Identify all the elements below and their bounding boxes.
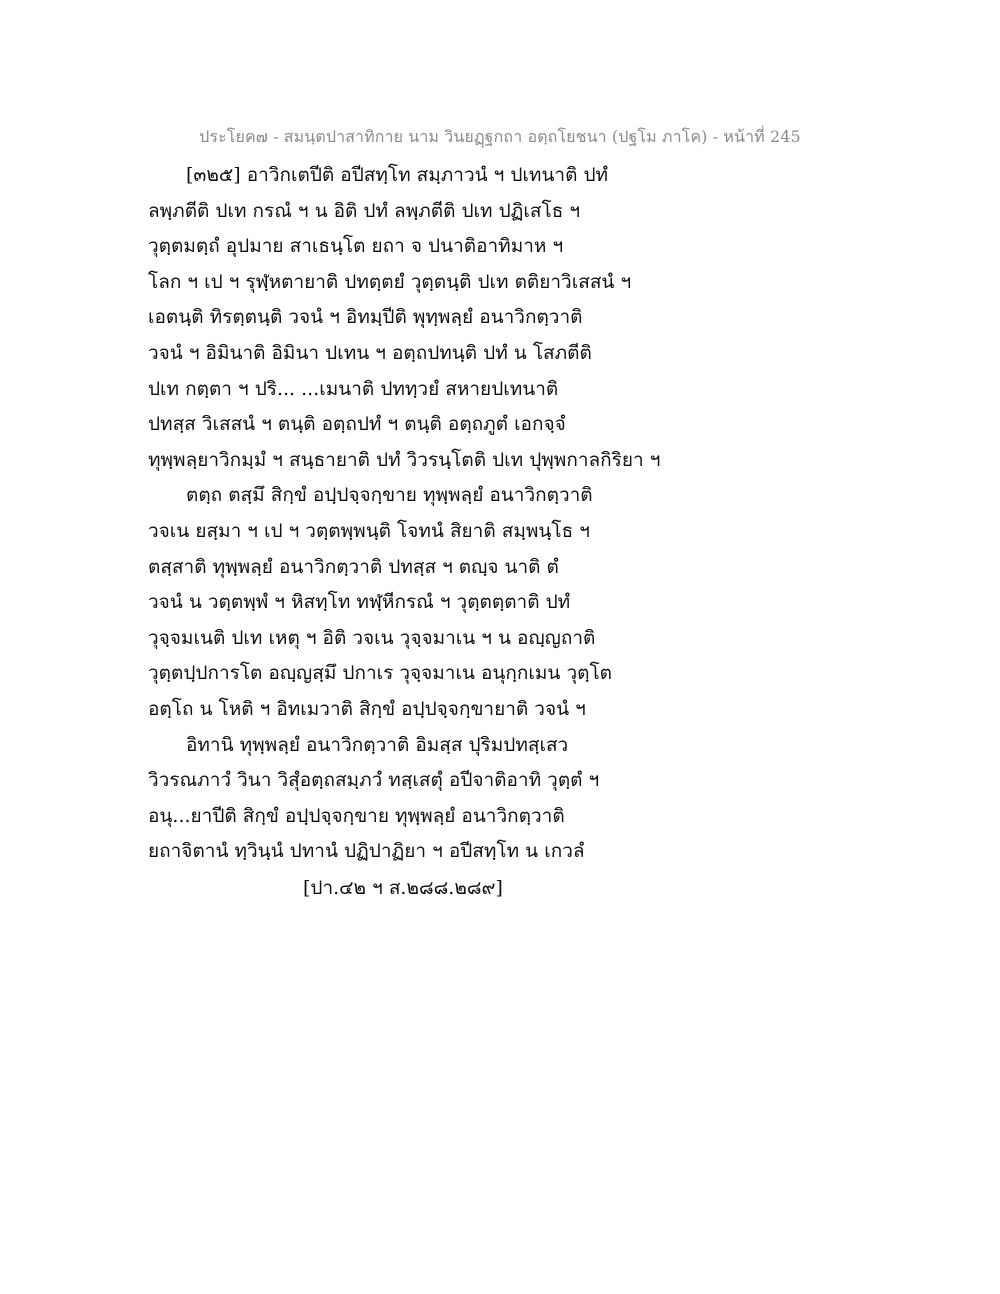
text-line: ตตฺถ ตสฺมึ สิกฺขํ อปฺปจฺจกฺขาย ทุพฺพลฺยํ อนาวิกตฺวาติ xyxy=(186,484,593,507)
text-line: ปทสฺส วิเสสนํ ฯ ตนฺติ อตฺถปทํ ฯ ตนฺติ อตฺถภูตํ เอกจฺจํ xyxy=(148,413,566,436)
text-line: โลก ฯ เป ฯ รุฬฺหตายาติ ปทตฺตยํ วุตฺตนฺติ ปเท ตติยาวิเสสนํ ฯ xyxy=(148,270,632,293)
text-line: วุตฺตปฺปการโต อญฺญสฺมึ ปกาเร วุจฺจมาเน อนุกฺกเมน วุตฺโต xyxy=(148,662,613,685)
text-line: ปเท กตฺตา ฯ ปริ... ...เมนาติ ปททฺวยํ สหายปเทนาติ xyxy=(148,377,559,400)
text-line: วจนํ ฯ อิมินาติ อิมินา ปเทน ฯ อตฺถปทนฺติ ปทํ น โสภตีติ xyxy=(148,341,592,364)
text-line: อตฺโถ น โหติ ฯ อิทเมวาติ สิกฺขํ อปฺปจฺจกฺขายาติ วจนํ ฯ xyxy=(148,697,586,720)
text-line: ลพฺภตีติ ปเท กรณํ ฯ น อิติ ปทํ ลพฺภตีติ ปเท ปฏิเสโธ ฯ xyxy=(148,199,580,222)
text-line: ทุพฺพลฺยาวิกมฺมํ ฯ สนฺธายาติ ปทํ วิวรนฺโตติ ปเท ปุพฺพกาลกิริยา ฯ xyxy=(148,448,661,471)
running-header: ประโยค๗ - สมนฺตปาสาทิกาย นาม วินยฏฺฐกถา อตฺถโยชนา (ปฐโม ภาโค) - หน้าที่ 245 xyxy=(199,127,801,146)
text-line: อนุ...ยาปีติ สิกฺขํ อปฺปจฺจกฺขาย ทุพฺพลฺยํ อนาวิกตฺวาติ xyxy=(148,804,565,827)
text-line: ตสฺสาติ ทุพฺพลฺยํ อนาวิกตฺวาติ ปทสฺส ฯ ตญฺจ นาติ ตํ xyxy=(148,555,559,578)
text-line: วุจฺจมเนติ ปเท เหตุ ฯ อิติ วจเน วุจฺจมาเน ฯ น อญฺญถาติ xyxy=(148,626,596,649)
text-line: วจเน ยสฺมา ฯ เป ฯ วตฺตพฺพนฺติ โจทนํ สิยาติ สมฺพนฺโธ ฯ xyxy=(148,519,590,542)
page-reference: [ปา.๔๒ ฯ ส.๒๘๘.๒๘๙] xyxy=(303,876,503,899)
text-line: วุตฺตมตฺถํ อุปมาย สาเธนฺโต ยถา จ ปนาติอาทิมาห ฯ xyxy=(148,235,564,258)
text-line: วิวรณภาวํ วินา วิสุํอตฺถสมฺภวํ ทสฺเสตุํ อปีจาติอาทิ วุตฺตํ ฯ xyxy=(148,769,600,792)
body-text xyxy=(148,158,708,906)
text-line: [๓๒๕] อาวิกเตปีติ อปีสทฺโท สมฺภาวนํ ฯ ปเทนาติ ปทํ xyxy=(186,164,609,186)
text-line: วจนํ น วตฺตพฺพํ ฯ หิสทฺโท ทฬฺหีกรณํ ฯ วุตฺตตฺตาติ ปทํ xyxy=(148,591,571,614)
text-line: เอตนฺติ ทิรตฺตนฺติ วจนํ ฯ อิทมฺปีติ พุทฺพลฺยํ อนาวิกตฺวาติ xyxy=(148,306,583,329)
text-line: อิทานิ ทุพฺพลฺยํ อนาวิกตฺวาติ อิมสฺส ปุริมปทสฺเสว xyxy=(186,733,569,756)
text-line: ยถาจิตานํ ทฺวินฺนํ ปทานํ ปฏิปาฏิยา ฯ อปีสทฺโท น เกวลํ xyxy=(148,840,585,863)
